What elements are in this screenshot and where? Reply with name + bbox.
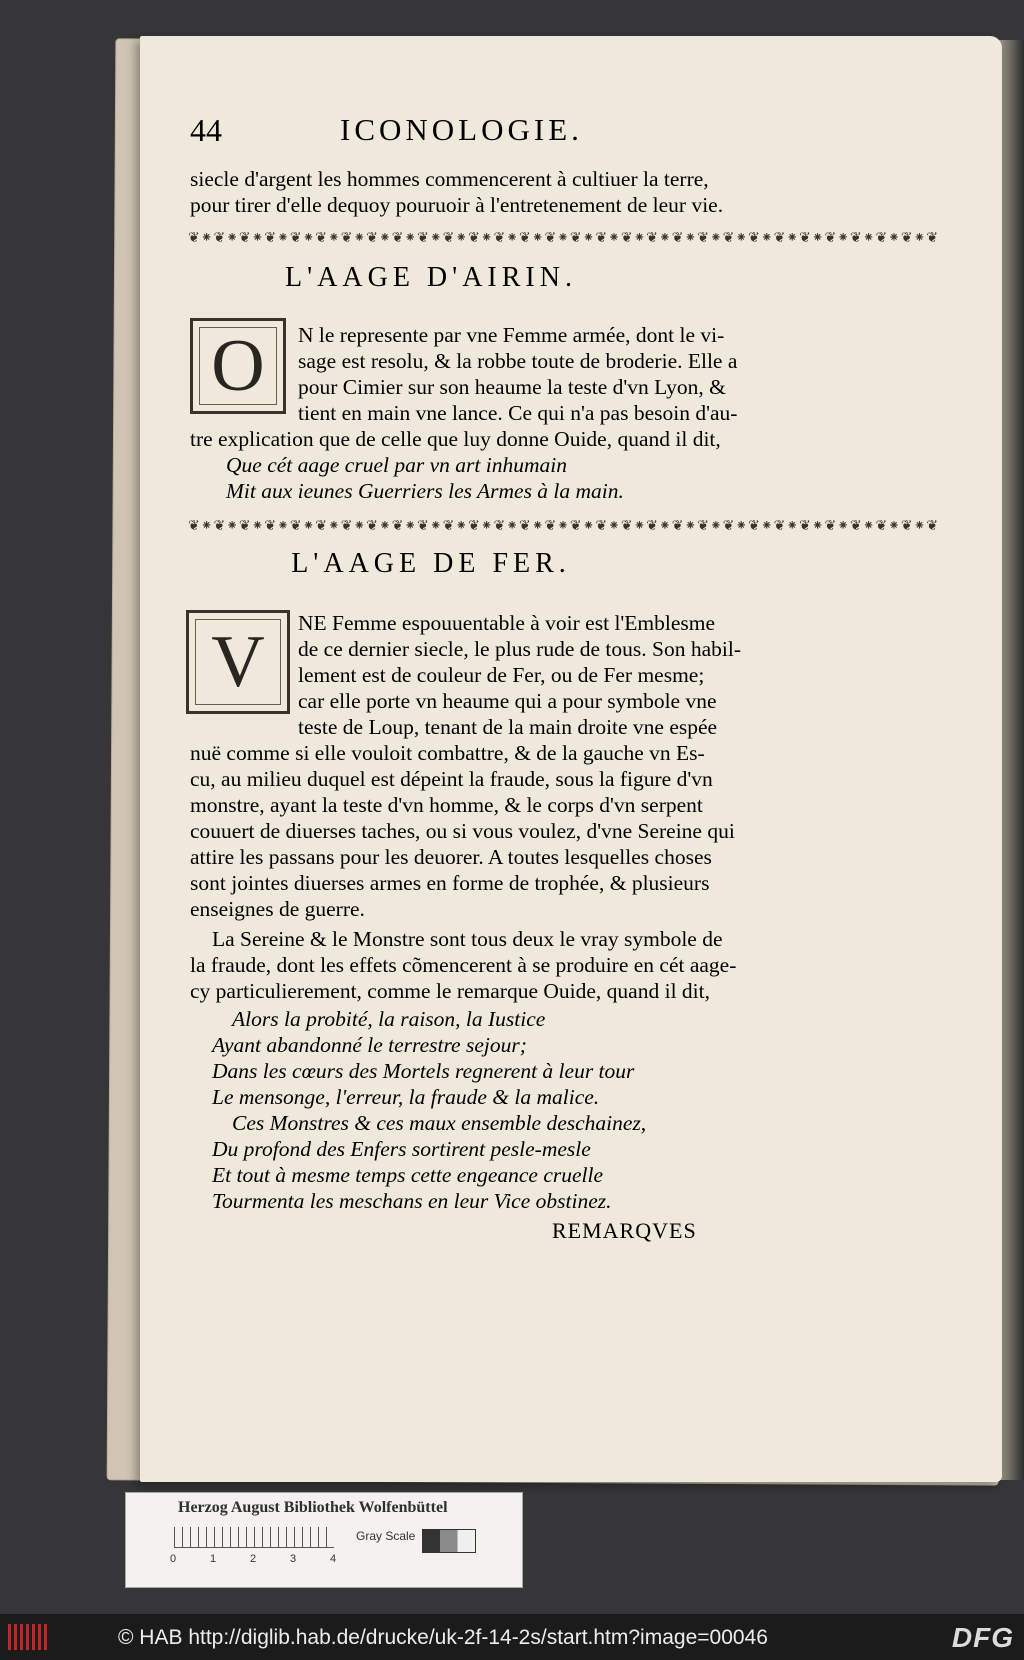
text-line: N le represente par vne Femme armée, dont le vi- (298, 323, 725, 347)
verse-line: Dans les cœurs des Mortels regnerent à leur tour (212, 1059, 635, 1083)
running-title: ICONOLOGIE. (340, 112, 583, 147)
text-line: sont jointes diuerses armes en forme de trophée, & plusieurs (190, 871, 710, 895)
section-title-fer: L'AAGE DE FER. (291, 548, 571, 579)
text-line: monstre, ayant la teste d'vn homme, & le corps d'vn serpent (190, 793, 703, 817)
verse-line: Du profond des Enfers sortirent pesle-mesle (212, 1137, 591, 1161)
footer-bar (0, 1614, 1024, 1660)
gray-scale-swatch (422, 1529, 476, 1553)
ruler-numbers (170, 1553, 370, 1565)
verse-line: Que cét aage cruel par vn art inhumain (226, 453, 567, 477)
text-line: couuert de diuerses taches, ou si vous voulez, d'vne Sereine qui (190, 819, 735, 843)
text-line: cu, au milieu duquel est dépeint la fraude, sous la figure d'vn (190, 767, 713, 791)
text-line: de ce dernier siecle, le plus rude de tous. Son habil- (298, 637, 741, 661)
ruler-number: 3 (290, 1553, 297, 1565)
page-header (190, 112, 810, 152)
verse-line: Mit aux ieunes Guerriers les Armes à la main. (226, 479, 624, 503)
library-name: Herzog August Bibliothek Wolfenbüttel (178, 1499, 448, 1516)
page-number: 44 (190, 112, 222, 148)
verse-line: Et tout à mesme temps cette engeance cruelle (212, 1163, 604, 1187)
text-line: car elle porte vn heaume qui a pour symbole vne (298, 689, 717, 713)
footer-url[interactable]: © HAB http://diglib.hab.de/drucke/uk-2f-14-2s/start.htm?image=00046 (118, 1626, 768, 1649)
text-line: attire les passans pour les deuorer. A toutes lesquelles choses (190, 845, 712, 869)
dropcap-v (186, 610, 290, 714)
library-color-card (125, 1492, 523, 1588)
text-line: cy particulierement, comme le remarque Ouide, quand il dit, (190, 979, 710, 1003)
text-line: siecle d'argent les hommes commencerent à cultiuer la terre, (190, 167, 709, 191)
scale-ruler (174, 1527, 334, 1548)
dropcap-letter: V (211, 620, 265, 703)
verse-line: Ces Monstres & ces maux ensemble deschainez, (232, 1111, 647, 1135)
catchword: REMARQVES (552, 1218, 697, 1243)
section-title-airin: L'AAGE D'AIRIN. (285, 262, 577, 293)
verse-line: Alors la probité, la raison, la Iustice (232, 1007, 546, 1031)
text-line: La Sereine & le Monstre sont tous deux le vray symbole de (212, 927, 723, 951)
verse-line: Tourmenta les meschans en leur Vice obstinez. (212, 1189, 612, 1213)
text-line: pour tirer d'elle dequoy pouruoir à l'entretenement de leur vie. (190, 193, 724, 217)
text-line: la fraude, dont les effets cõmencerent à se produire en cét aage- (190, 953, 737, 977)
text-line: nuë comme si elle vouloit combattre, & de la gauche vn Es- (190, 741, 705, 765)
ruler-number: 2 (250, 1553, 257, 1565)
text-line: NE Femme espouuentable à voir est l'Emblesme (298, 611, 716, 635)
ruler-number: 0 (170, 1553, 177, 1565)
text-line: pour Cimier sur son heaume la teste d'vn Lyon, & (298, 375, 726, 399)
ruler-number: 4 (330, 1553, 337, 1565)
ornament-band: ❦⁕❦⁕❦⁕❦⁕❦⁕❦⁕❦⁕❦⁕❦⁕❦⁕❦⁕❦⁕❦⁕❦⁕❦⁕❦⁕❦⁕❦⁕❦⁕❦⁕❦⁕❦⁕❦⁕❦⁕❦⁕❦⁕❦⁕❦⁕❦⁕❦ (188, 231, 940, 246)
text-line: sage est resolu, & la robbe toute de broderie. Elle a (298, 349, 738, 373)
hab-logo-icon (8, 1624, 48, 1650)
text-line: tre explication que de celle que luy donne Ouide, quand il dit, (190, 427, 721, 451)
dfg-logo: DFG (951, 1622, 1014, 1653)
ruler-number: 1 (210, 1553, 217, 1565)
text-line: lement est de couleur de Fer, ou de Fer mesme; (298, 663, 705, 687)
text-line: enseignes de guerre. (190, 897, 365, 921)
gray-scale-label: Gray Scale (356, 1529, 416, 1543)
dropcap-letter: O (211, 324, 265, 407)
dropcap-frame (195, 619, 281, 705)
text-line: tient en main vne lance. Ce qui n'a pas besoin d'au- (298, 401, 738, 425)
text-line: teste de Loup, tenant de la main droite vne espée (298, 715, 718, 739)
dropcap-frame (199, 327, 277, 405)
verse-line: Ayant abandonné le terrestre sejour; (212, 1033, 527, 1057)
dropcap-o (190, 318, 286, 414)
verse-line: Le mensonge, l'erreur, la fraude & la malice. (212, 1085, 600, 1109)
ornament-band: ❦⁕❦⁕❦⁕❦⁕❦⁕❦⁕❦⁕❦⁕❦⁕❦⁕❦⁕❦⁕❦⁕❦⁕❦⁕❦⁕❦⁕❦⁕❦⁕❦⁕❦⁕❦⁕❦⁕❦⁕❦⁕❦⁕❦⁕❦⁕❦⁕❦ (188, 519, 940, 534)
